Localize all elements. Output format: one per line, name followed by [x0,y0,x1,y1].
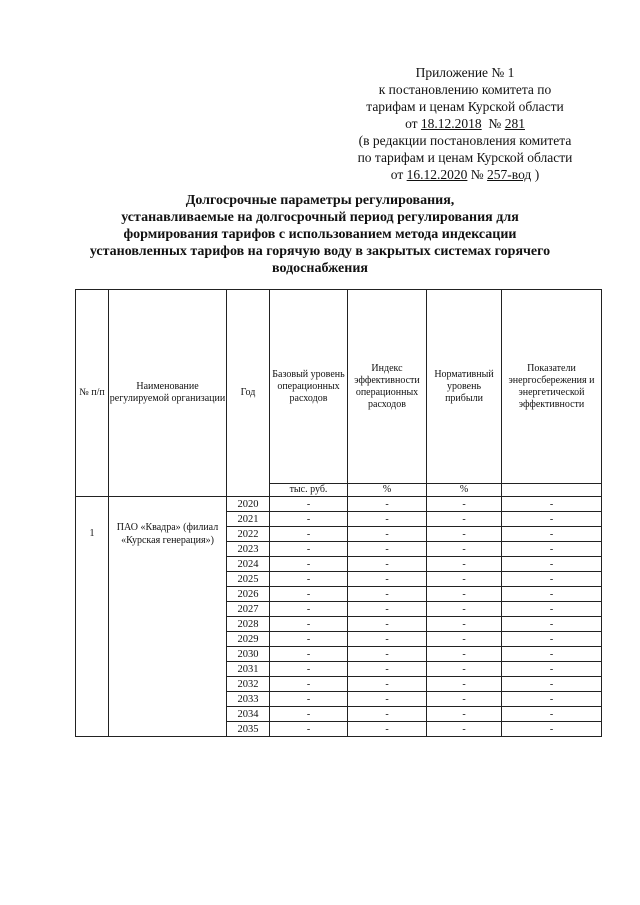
profit-cell: - [427,707,502,722]
header-row [76,290,602,484]
base-cost-cell: - [270,722,348,737]
profit-cell: - [427,647,502,662]
energy-efficiency-cell: - [502,602,602,617]
energy-efficiency-cell: - [502,722,602,737]
profit-cell: - [427,572,502,587]
efficiency-index-cell: - [348,632,427,647]
resolution-number: 281 [504,116,525,131]
year-cell: 2023 [227,542,270,557]
year-cell: 2034 [227,707,270,722]
year-cell: 2022 [227,527,270,542]
title-line: устанавливаемые на долгосрочный период регулирования для [121,210,519,225]
energy-efficiency-cell: - [502,662,602,677]
efficiency-index-cell: - [348,542,427,557]
profit-cell: - [427,692,502,707]
profit-cell: - [427,632,502,647]
appendix-line [300,166,630,183]
base-cost-cell: - [270,632,348,647]
year-cell: 2028 [227,617,270,632]
base-cost-cell: - [270,692,348,707]
base-cost-cell: - [270,557,348,572]
profit-cell: - [427,557,502,572]
appendix-line [300,115,630,132]
efficiency-index-cell: - [348,707,427,722]
efficiency-index-cell: - [348,602,427,617]
appendix-line: тарифам и ценам Курской области [366,99,564,114]
header-base: Базовый уровень операционных расходов [270,290,348,484]
title-line: формирования тарифов с использованием метода индексации [123,227,517,242]
year-cell: 2035 [227,722,270,737]
energy-efficiency-cell: - [502,572,602,587]
profit-cell: - [427,512,502,527]
base-cost-cell: - [270,617,348,632]
energy-efficiency-cell: - [502,707,602,722]
efficiency-index-cell: - [348,692,427,707]
base-cost-cell: - [270,572,348,587]
header-profit: Нормативный уровень прибыли [427,290,502,484]
base-cost-cell: - [270,512,348,527]
year-cell: 2020 [227,497,270,512]
profit-cell: - [427,602,502,617]
energy-efficiency-cell: - [502,557,602,572]
efficiency-index-cell: - [348,647,427,662]
base-cost-cell: - [270,707,348,722]
appendix-text: ) [531,167,540,182]
appendix-line: Приложение № 1 [415,65,515,80]
base-cost-cell: - [270,677,348,692]
base-cost-cell: - [270,587,348,602]
title-line: Долгосрочные параметры регулирования, [185,193,455,208]
appendix-header [300,64,630,183]
header-num: № п/п [76,290,109,497]
profit-cell: - [427,542,502,557]
efficiency-index-cell: - [348,722,427,737]
efficiency-index-cell: - [348,587,427,602]
energy-efficiency-cell: - [502,512,602,527]
profit-cell: - [427,527,502,542]
profit-cell: - [427,722,502,737]
year-cell: 2031 [227,662,270,677]
revision-date: 16.12.2020 [406,167,468,182]
year-cell: 2025 [227,572,270,587]
energy-efficiency-cell: - [502,647,602,662]
resolution-date: 18.12.2018 [420,116,482,131]
efficiency-index-cell: - [348,557,427,572]
energy-efficiency-cell: - [502,617,602,632]
appendix-line: к постановлению комитета по [378,82,552,97]
appendix-text: от [405,116,421,131]
efficiency-index-cell: - [348,527,427,542]
base-cost-cell: - [270,602,348,617]
profit-cell: - [427,617,502,632]
base-cost-cell: - [270,542,348,557]
appendix-text: № [467,167,488,182]
table-row [76,497,602,512]
appendix-line: (в редакции постановления комитета [358,133,572,148]
base-cost-cell: - [270,497,348,512]
row-number: 1 [76,497,109,737]
document-title [70,192,570,277]
base-cost-cell: - [270,662,348,677]
energy-efficiency-cell: - [502,692,602,707]
unit-profit: % [427,484,502,497]
year-cell: 2027 [227,602,270,617]
efficiency-index-cell: - [348,662,427,677]
year-cell: 2033 [227,692,270,707]
profit-cell: - [427,497,502,512]
title-line: установленных тарифов на горячую воду в закрытых системах горячего [89,244,551,259]
year-cell: 2032 [227,677,270,692]
energy-efficiency-cell: - [502,527,602,542]
profit-cell: - [427,662,502,677]
header-org: Наименование регулируемой организации [109,290,227,497]
efficiency-index-cell: - [348,617,427,632]
header-year: Год [227,290,270,497]
unit-index: % [348,484,427,497]
base-cost-cell: - [270,647,348,662]
header-index: Индекс эффективности операционных расходов [348,290,427,484]
revision-number: 257-вод [487,167,532,182]
unit-base: тыс. руб. [270,484,348,497]
parameters-table [75,289,602,737]
organization-name: ПАО «Квадра» (филиал «Курская генерация») [109,497,227,737]
efficiency-index-cell: - [348,572,427,587]
year-cell: 2030 [227,647,270,662]
efficiency-index-cell: - [348,677,427,692]
year-cell: 2026 [227,587,270,602]
profit-cell: - [427,587,502,602]
energy-efficiency-cell: - [502,587,602,602]
title-line: водоснабжения [272,261,368,276]
unit-energy [502,484,602,497]
header-energy: Показатели энергосбережения и энергетической эффективности [502,290,602,484]
appendix-text: от [390,167,407,182]
profit-cell: - [427,677,502,692]
energy-efficiency-cell: - [502,677,602,692]
base-cost-cell: - [270,527,348,542]
year-cell: 2021 [227,512,270,527]
appendix-line: по тарифам и ценам Курской области [357,150,573,165]
year-cell: 2029 [227,632,270,647]
year-cell: 2024 [227,557,270,572]
appendix-text: № [481,116,505,131]
energy-efficiency-cell: - [502,542,602,557]
efficiency-index-cell: - [348,497,427,512]
energy-efficiency-cell: - [502,632,602,647]
energy-efficiency-cell: - [502,497,602,512]
efficiency-index-cell: - [348,512,427,527]
